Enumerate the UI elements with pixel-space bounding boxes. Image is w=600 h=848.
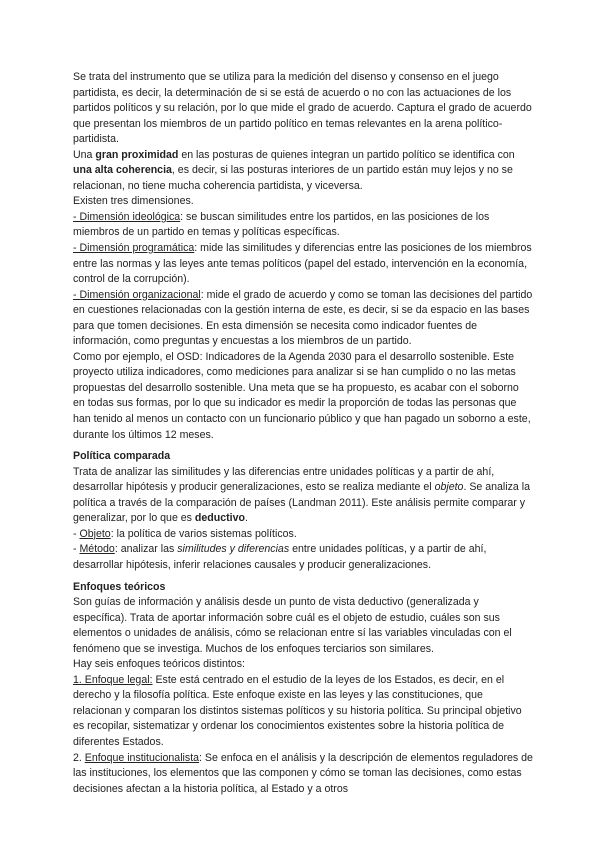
alta-coherencia-bold: una alta coherencia: [73, 164, 172, 177]
metodo-text-b: : analizar las: [114, 543, 178, 556]
deductivo-bold: deductivo: [194, 512, 245, 525]
enfoque-institucionalista-number: 2.: [73, 751, 85, 764]
comparada-text-a: Trata de analizar las similitudes y las diferencias entre unidades políticas y a partir de ahí, desarrollar hipótesis y producir generalizaciones, esto se realiza mediante el: [73, 465, 495, 494]
proximity-text-a: Una: [73, 148, 96, 161]
similitudes-italic: similitudes y diferencias: [177, 543, 290, 556]
dimension-ideologica-text: : se buscan similitudes entre los partidos, en las posiciones de los miembros de un partido en temas y políticas específicas.: [73, 210, 490, 239]
comparada-paragraph: [73, 465, 533, 527]
enfoque-institucionalista: [73, 751, 533, 798]
intro-paragraph: Se trata del instrumento que se utiliza para la medición del disenso y consenso en el juego partidista, es decir, la determinación de si se está de acuerdo o no con las actuaciones de los partidos políticos y su relación, por lo que mide el grado de acuerdo. Captura el grado de acuerdo que presentan los miembros de un partido político en temas relevantes en la arena político-partidista.: [73, 71, 532, 146]
section-heading-enfoques-teoricos: Enfoques teóricos: [73, 580, 166, 593]
enfoque-legal-label: 1. Enfoque legal:: [73, 673, 153, 686]
gran-proximidad-bold: gran proximidad: [95, 148, 179, 161]
dimension-organizacional-label: - Dimensión organizacional: [73, 288, 201, 301]
dimension-organizacional: [73, 288, 533, 350]
dimensions-intro: Existen tres dimensiones.: [73, 195, 194, 208]
metodo-item: [73, 542, 533, 573]
osd-paragraph: Como por ejemplo, el OSD: Indicadores de la Agenda 2030 para el desarrollo sostenible. Este proyecto utiliza indicadores, como mediciones para analizar si se han cumplido o no las metas propuestas del desarrollo sostenible. Una meta que se ha propuesto, es acabar con el soborno en todas sus formas, por lo que su indicador es medir la proporción de todas las personas que han tenido al menos un contacto con un funcionario público y que han pagado un soborno a este, durante los últimos 12 meses.: [73, 350, 531, 441]
enfoque-legal-text: Este está centrado en el estudio de la leyes de los Estados, es decir, en el derecho y la filosofía política. Este enfoque existe en las leyes y las constituciones, que relacionan y comparan los distintos sistemas políticos y su historia política. Su principal objetivo es recopilar, sistematizar y ordenar los conocimientos existentes sobre la historia política de diferentes Estados.: [73, 673, 522, 748]
objeto-text: : la política de varios sistemas políticos.: [110, 527, 297, 540]
dimension-programatica-label: - Dimensión programática: [73, 242, 195, 255]
dimension-programatica: [73, 241, 533, 288]
enfoque-legal: [73, 673, 533, 751]
proximity-paragraph: [73, 148, 533, 195]
dimension-ideologica: [73, 210, 533, 241]
objeto-dash: -: [73, 527, 80, 540]
document-page: [73, 70, 533, 797]
objeto-italic: objeto: [434, 481, 464, 494]
metodo-label: Método: [79, 543, 115, 556]
enfoque-institucionalista-label: Enfoque institucionalista: [84, 751, 200, 764]
enfoques-paragraph: Son guías de información y análisis desde un punto de vista deductivo (generalizada y específica). Trata de aportar información sobre cuál es el objeto de estudio, cuáles son sus elementos o unidades de análisis, cómo se relacionan entre sí las variables vinculadas con el fenómeno que se investiga. Muchos de los enfoques terciarios son similares.: [73, 596, 512, 655]
metodo-text-c: entre unidades políticas, y a partir de ahí, desarrollar hipótesis, inferir relaciones causales y producir generalizaciones.: [73, 543, 487, 571]
comparada-text-c: . Se analiza la política a través de la comparación de países (Landman 2011). Este análisis permite comparar y generalizar, por lo que es: [73, 481, 530, 525]
proximity-text-e: , es decir, si las posturas interiores de un partido están muy lejos y no se relacionan, no tiene mucha coherencia partidista, y viceversa.: [73, 164, 513, 192]
proximity-text-c: en las posturas de quienes integran un partido político se identifica con: [178, 148, 515, 161]
enfoques-count: Hay seis enfoques teóricos distintos:: [73, 658, 245, 671]
metodo-dash: -: [73, 543, 80, 556]
objeto-item: [73, 527, 533, 543]
enfoque-institucionalista-text: : Se enfoca en el análisis y la descripción de elementos reguladores de las instituciones, los elementos que las componen y cómo se toman las decisiones, como estas decisiones afectan a la historia política, al Estado y a otros: [73, 751, 533, 795]
dimension-ideologica-label: - Dimensión ideológica: [73, 210, 181, 223]
comparada-text-e: .: [244, 512, 248, 525]
dimension-organizacional-text: : mide el grado de acuerdo y como se toman las decisiones del partido en cuestiones relacionadas con la gestión interna de este, es decir, si se da espacio en las bases para que tomen decisiones. En esta dimensión se necesita como indicador fuentes de información, como preguntas y encuestas a los miembros de un partido.: [73, 288, 533, 348]
objeto-label: Objeto: [79, 527, 111, 540]
section-heading-politica-comparada: Política comparada: [73, 450, 171, 463]
dimension-programatica-text: : mide las similitudes y diferencias entre las posiciones de los miembros entre las normas y las leyes ante temas políticos (papel del estado, intervención en la economía, control de la corrupción).: [73, 242, 532, 286]
